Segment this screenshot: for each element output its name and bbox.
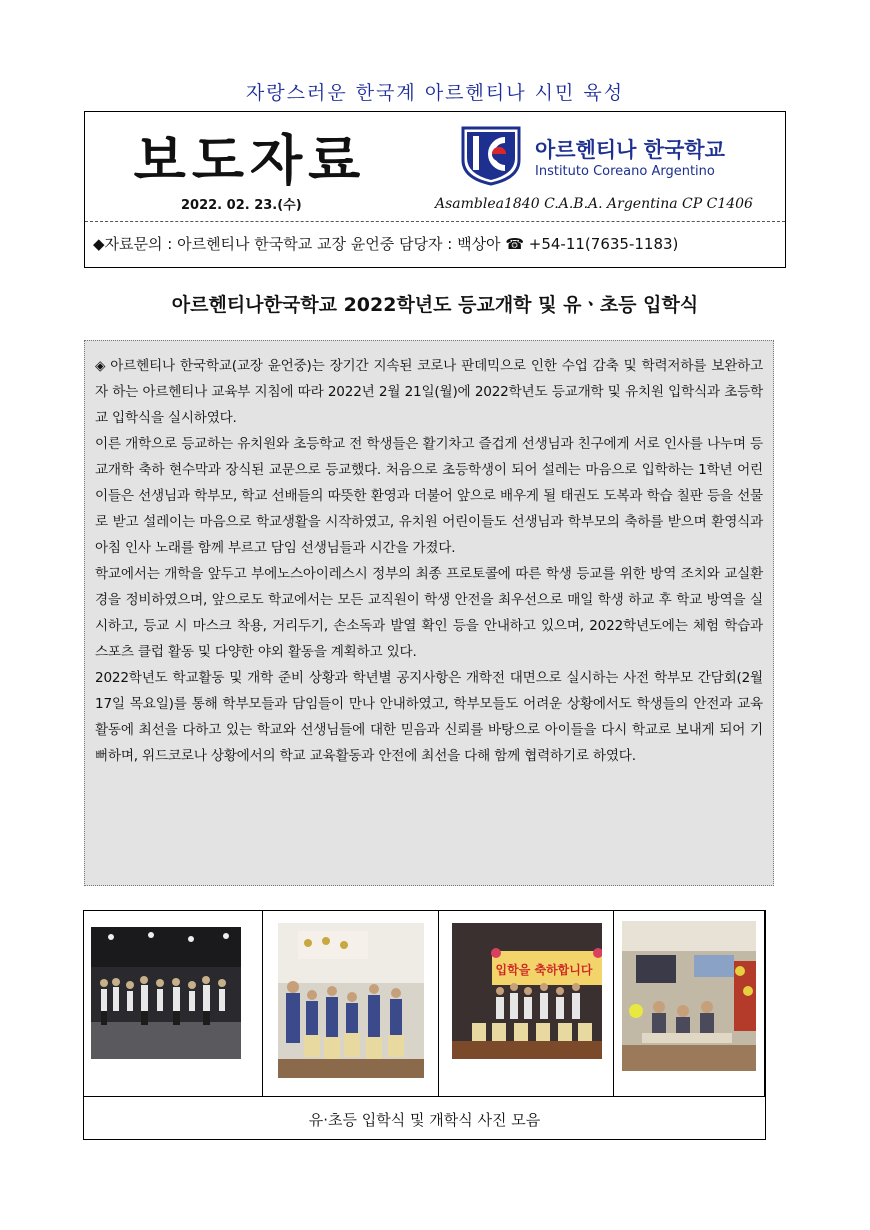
photo-cell <box>263 911 439 1096</box>
school-address: Asamblea1840 C.A.B.A. Argentina CP C1406 <box>435 196 753 212</box>
press-release-title: 보도자료 <box>133 129 367 192</box>
article-paragraph: 2022학년도 학교활동 및 개학 준비 상황과 학년별 공지사항은 개학전 대면으로 실시하는 사전 학부모 간담회(2월 17일 목요일)를 통해 학부모들과 담임들이 만나 안내하였고, 학부모들도 어려운 상황에서도 학생들의 안전과 교육활동에 최선을 다하고 있는 학교와 선생님들에 대한 믿음과 신뢰를 바탕으로 아이들을 다시 학교로 보내게 되어 기뻐하며, 위드코로나 상황에서의 학교 교육활동과 안전에 최선을 다해 함께 협력하기로 하였다. <box>95 670 763 764</box>
contact-info: ◆자료문의 : 아르헨티나 한국학교 교장 윤언중 담당자 : 백상아 ☎ +54-11(7635-1183) <box>93 235 679 253</box>
photo-cell <box>439 911 614 1096</box>
article-body <box>84 340 774 886</box>
article-headline: 아르헨티나한국학교 2022학년도 등교개학 및 유ㆍ초등 입학식 <box>171 294 699 316</box>
photo-classroom <box>622 921 756 1071</box>
photo-stage-ceremony <box>452 923 602 1059</box>
school-name-korean: 아르헨티나 한국학교 <box>535 138 725 162</box>
photo-caption-row <box>84 1096 765 1140</box>
article-paragraph: 학교에서는 개학을 앞두고 부에노스아이레스시 정부의 최종 프로토콜에 따른 학생 등교를 위한 방역 조치와 교실환경을 정비하였으며, 앞으로도 학교에서는 모든 교직원이 학생 안전을 최우선으로 매일 학생 하교 후 학교 방역을 실시하고, 등교 시 마스크 착용, 거리두기, 손소독과 발열 확인 등을 안내하고 있으며, 2022학년도에는 체험 학습과 스포츠 클럽 활동 및 다양한 야외 활동을 계획하고 있다. <box>95 566 763 660</box>
banner-text: 입학을 축하합니다 <box>495 963 593 977</box>
press-header <box>84 111 786 268</box>
school-name-spanish: Instituto Coreano Argentino <box>535 164 715 179</box>
article-paragraph: 이른 개학으로 등교하는 유치원와 초등학교 전 학생들은 활기차고 즐겁게 선생님과 친구에게 서로 인사를 나누며 등교개학 축하 현수막과 장식된 교문으로 등교했다. 처음으로 초등학생이 되어 설레는 마음으로 입학하는 1학년 어린이들은 선생님과 학부모, 학교 선배들의 따뜻한 환영과 더불어 앞으로 배우게 될 태권도 도복과 학습 칠판 등을 선물로 받고 설레이는 마음으로 학교생활을 시작하였고, 유치원 어린이들도 선생님과 학부모의 축하를 받으며 환영식과 아침 인사 노래를 함께 부르고 담임 선생님들과 시간을 가졌다. <box>95 436 763 556</box>
photo-hall-gathering <box>91 927 241 1059</box>
photo-caption: 유·초등 입학식 및 개학식 사진 모음 <box>308 1111 541 1129</box>
slogan: 자랑스러운 한국계 아르헨티나 시민 육성 <box>245 82 625 104</box>
photo-students-gifts <box>278 923 424 1078</box>
photo-cell <box>614 911 765 1096</box>
article-paragraph: ◈ 아르헨티나 한국학교(교장 윤언중)는 장기간 지속된 코로나 판데믹으로 인한 수업 감축 및 학력저하를 보완하고자 하는 아르헨티나 교육부 지침에 따라 2022년 2월 21일(월)에 2022학년도 등교개학 및 유치원 입학식과 초등학교 입학식을 실시하였다. <box>95 358 763 426</box>
photo-cell <box>84 911 263 1096</box>
school-logo <box>459 124 523 186</box>
photo-table <box>83 910 766 1140</box>
header-divider <box>85 221 785 222</box>
release-date: 2022. 02. 23.(수) <box>181 198 302 213</box>
